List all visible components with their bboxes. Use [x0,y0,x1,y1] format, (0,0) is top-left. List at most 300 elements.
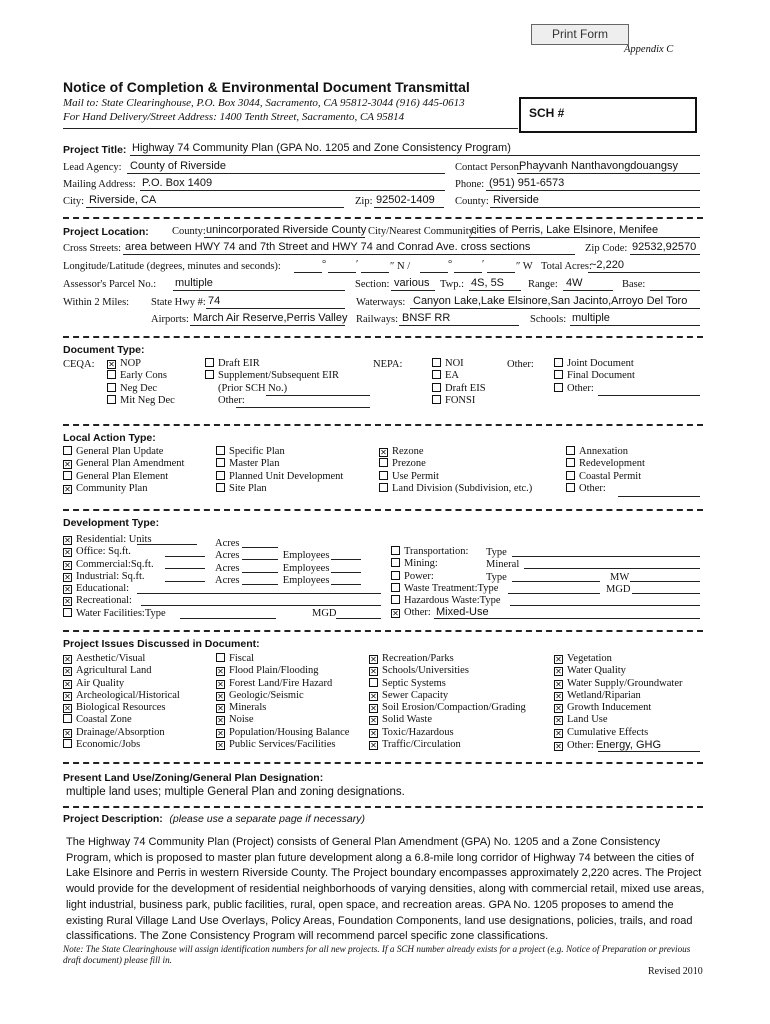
parcel-label: Assessor's Parcel No.: [63,279,157,290]
draft-eis-label: Draft EIS [445,382,486,394]
ceqa-options [107,358,175,407]
flood-plain-flooding-label: Flood Plain/Flooding [229,665,319,677]
range-value[interactable]: 4W [566,277,583,289]
other-checkbox[interactable] [566,483,575,492]
doc-other-underline[interactable] [598,384,700,396]
county-underline [490,196,700,208]
parcel-value[interactable]: multiple [175,277,213,289]
office-sq-ft-checkbox[interactable] [63,548,72,557]
checkbox-row-mit-neg-dec [107,395,175,407]
site-plan-label: Site Plan [229,482,267,494]
prezone-checkbox[interactable] [379,458,388,467]
zip-underline [374,196,444,208]
checkbox-row-sewer-capacity [369,690,526,702]
joint-document-label: Joint Document [567,358,634,369]
lead-agency-label: Lead Agency: [63,162,122,173]
local-other-underline[interactable] [618,485,700,497]
schools-universities-checkbox[interactable] [369,667,378,676]
base-label: Base: [622,279,646,290]
prezone-label: Prezone [392,458,426,470]
residential-units-checkbox[interactable] [63,536,72,545]
checkbox-row-coastal-permit [566,471,645,483]
septic-systems-label: Septic Systems [382,677,446,689]
nearest-community-underline [469,226,700,238]
location-county-label: County: [172,226,206,237]
general-plan-element-label: General Plan Element [76,470,169,482]
section-divider [63,424,703,426]
final-document-checkbox[interactable] [554,370,563,379]
city-underline [86,196,344,208]
section-label: Section: [355,279,390,290]
project-description-text[interactable]: The Highway 74 Community Plan (Project) consists of General Plan Amendment (GPA) No. 1205 and a Zone Consistency Program, which is proposed to master plan future development along a 6.8-mile long corridor of Highway 74 between the cities of Lake Elsinore and Perris in western Riverside County. The Project boundary encompasses approximately 2,220 acres. The Project would provide for the development of residential neighborhoods of varying densities, along with commercial retail, mixed use areas, light industrial, business park, public facilities, rural, open space, and recreation areas. GPA No. 1205 proposes to amend the existing Rural Village Land Use Overlays, Policy Areas, Foundation Components, land use designations, policies, trails, and road classifications. The Zone Consistency Program will recommend parcel specific zone classifications. [66,836,705,943]
checkbox-row-toxic-hazardous [369,727,526,739]
transportation-checkbox[interactable] [391,546,400,555]
checkbox-row-commercial-sq-ft [63,559,166,571]
checkbox-row-mining [391,558,500,570]
master-plan-checkbox[interactable] [216,458,225,467]
contact-value[interactable]: Phayvanh Nanthavongdouangsy [519,160,679,172]
mit-neg-dec-label: Mit Neg Dec [120,394,175,406]
lead-agency-underline [127,162,445,174]
local-action-col2 [216,446,343,495]
other-checkbox[interactable] [391,609,400,618]
checkbox-row-schools-universities [369,665,526,677]
coastal-permit-checkbox[interactable] [566,471,575,480]
checkbox-row-office-sq-ft [63,546,166,558]
print-form-button[interactable]: Print Form [531,24,629,45]
office-acres-field[interactable] [242,548,278,560]
growth-inducement-checkbox[interactable] [554,704,563,713]
geologic-seismic-checkbox[interactable] [216,692,225,701]
project-title-value[interactable]: Highway 74 Community Plan (GPA No. 1205 and Zone Consistency Program) [132,142,511,154]
flood-plain-flooding-checkbox[interactable] [216,667,225,676]
cross-streets-underline [123,243,575,255]
contact-label: Contact Person: [455,162,522,173]
section-value[interactable]: various [394,277,430,289]
checkbox-row-agricultural-land [63,665,180,677]
water-mgd-field[interactable] [336,607,381,619]
ea-checkbox[interactable] [432,370,441,379]
commercial-acres-field[interactable] [242,561,278,573]
noi-checkbox[interactable] [432,358,441,367]
land-use-heading: Present Land Use/Zoning/General Plan Designation: [63,772,324,784]
checkbox-row-land-use [554,714,683,726]
lat-deg-field[interactable] [294,261,322,273]
economic-jobs-checkbox[interactable] [63,739,72,748]
sewer-capacity-checkbox[interactable] [369,692,378,701]
water-quality-checkbox[interactable] [554,667,563,676]
checkbox-row-general-plan-element [63,471,184,483]
water-mgd-label: MGD [312,608,337,619]
draft-eis-checkbox[interactable] [432,383,441,392]
parcel-underline [173,279,345,291]
checkbox-row-land-division-subdivision-etc [379,483,532,495]
solid-waste-checkbox[interactable] [369,716,378,725]
ceqa-other-underline[interactable] [236,396,370,408]
vegetation-checkbox[interactable] [554,655,563,664]
rezone-label: Rezone [392,446,424,457]
forest-land-fire-hazard-checkbox[interactable] [216,680,225,689]
community-plan-label: Community Plan [76,482,148,494]
master-plan-label: Master Plan [229,458,280,470]
header-rule [63,128,518,129]
hand-delivery-line: For Hand Delivery/Street Address: 1400 Tenth Street, Sacramento, CA 95814 [63,111,405,123]
waste-type-field[interactable] [508,582,600,594]
other-checkbox[interactable] [554,383,563,392]
checkbox-row-power [391,571,500,583]
rezone-checkbox[interactable] [379,448,388,457]
other-label: Other: [567,740,594,752]
waterways-underline [410,297,700,309]
within-two-miles-label: Within 2 Miles: [63,297,130,308]
checkbox-row-solid-waste [369,714,526,726]
airports-label: Airports: [151,314,189,325]
other-label: Other: [404,607,431,619]
neg-dec-label: Neg Dec [120,382,158,394]
checkbox-row-specific-plan [216,446,343,458]
local-action-col3 [379,446,532,495]
population-housing-balance-label: Population/Housing Balance [229,726,350,738]
general-plan-update-label: General Plan Update [76,446,164,457]
cross-streets-value[interactable]: area between HWY 74 and 7th Street and HWY 74 and Conrad Ave. cross sections [125,241,531,253]
planned-unit-development-checkbox[interactable] [216,471,225,480]
final-document-label: Final Document [567,370,635,382]
checkbox-row-population-housing-balance [216,727,349,739]
educational-field[interactable] [137,582,381,594]
minerals-checkbox[interactable] [216,704,225,713]
early-cons-checkbox[interactable] [107,370,116,379]
waterways-value[interactable]: Canyon Lake,Lake Elsinore,San Jacinto,Arroyo Del Toro [413,295,688,307]
county-value[interactable]: Riverside [493,194,539,206]
section-divider [63,630,703,632]
checkbox-row-flood-plain-flooding [216,665,349,677]
city-label: City: [63,196,85,207]
schools-underline [570,314,700,326]
checkbox-row-soil-erosion-compaction-grading [369,702,526,714]
description-hint: (please use a separate page if necessary) [169,813,365,825]
drainage-absorption-checkbox[interactable] [63,729,72,738]
airports-value[interactable]: March Air Reserve,Perris Valley [193,312,348,324]
checkbox-row-aesthetic-visual [63,653,180,665]
nearest-community-label: City/Nearest Community: [368,226,477,237]
forest-land-fire-hazard-label: Forest Land/Fire Hazard [229,677,333,689]
other-label: Other: [567,382,594,394]
dev-other-value[interactable]: Mixed-Use [436,606,489,618]
long-deg-field[interactable] [420,261,448,273]
development-acres-col [215,534,361,586]
coastal-zone-checkbox[interactable] [63,714,72,723]
nearest-community-value[interactable]: cities of Perris, Lake Elsinore, Menifee [471,224,659,236]
commercial-sq-ft-label: Commercial:Sq.ft. [76,558,154,570]
schools-value[interactable]: multiple [572,312,610,324]
waste-mgd-field[interactable] [632,582,700,594]
economic-jobs-label: Economic/Jobs [76,739,141,751]
mailing-value[interactable]: P.O. Box 1409 [142,177,213,189]
twp-value[interactable]: 4S, 5S [471,277,505,289]
general-plan-update-checkbox[interactable] [63,446,72,455]
toxic-hazardous-label: Toxic/Hazardous [382,726,454,738]
prior-sch-no-label: (Prior SCH No.) [218,382,288,394]
checkbox-row-general-plan-update [63,446,184,458]
cumulative-effects-checkbox[interactable] [554,729,563,738]
commercial-employees-label: Employees [282,562,330,574]
doc-other-label: Other: [507,359,534,370]
hazardous-waste-type-checkbox[interactable] [391,595,400,604]
noise-label: Noise [229,714,254,726]
water-quality-label: Water Quality [567,665,626,677]
checkbox-row-archeological-historical [63,690,180,702]
lead-agency-value[interactable]: County of Riverside [130,160,226,172]
land-use-label: Land Use [567,714,608,726]
use-permit-checkbox[interactable] [379,471,388,480]
checkbox-row-final-document [554,370,635,382]
issues-col3 [369,653,526,751]
base-underline[interactable] [650,279,700,291]
checkbox-row-geologic-seismic [216,690,349,702]
schools-label: Schools: [530,314,567,325]
twp-underline [469,279,521,291]
zip-code-underline [630,243,700,255]
air-quality-label: Air Quality [76,677,125,689]
air-quality-checkbox[interactable] [63,680,72,689]
noise-checkbox[interactable] [216,716,225,725]
industrial-acres-label: Acres [215,574,240,586]
local-action-heading: Local Action Type: [63,432,156,444]
archeological-historical-checkbox[interactable] [63,692,72,701]
office-employees-field[interactable] [331,548,361,560]
checkbox-row-use-permit [379,471,532,483]
mit-neg-dec-checkbox[interactable] [107,395,116,404]
wetland-riparian-checkbox[interactable] [554,692,563,701]
water-supply-groundwater-checkbox[interactable] [554,680,563,689]
other-label: Other: [218,394,245,406]
checkbox-row-waste-treatment-type [391,583,500,595]
sch-number-box[interactable] [519,97,697,133]
phone-underline [486,179,700,191]
biological-resources-label: Biological Resources [76,702,166,714]
city-value[interactable]: Riverside, CA [89,194,157,206]
checkbox-row-vegetation [554,653,683,665]
recreational-checkbox[interactable] [63,597,72,606]
commercial-sqft-field[interactable] [165,557,205,569]
office-sqft-field[interactable] [165,545,205,557]
mailing-underline [140,179,445,191]
sch-label: SCH # [529,106,565,120]
other-value[interactable]: Energy, GHG [595,739,662,752]
lat-min-field[interactable] [328,259,359,273]
transportation-type-field[interactable] [512,545,700,557]
industrial-employees-label: Employees [282,574,330,586]
industrial-sqft-field[interactable] [165,570,205,582]
water-facilities-type-label: Water Facilities:Type [76,607,166,619]
location-county-value[interactable]: unincorporated Riverside County [206,224,367,236]
checkbox-row-supplement-subsequent-eir [205,370,339,382]
other-checkbox[interactable] [554,742,563,751]
development-type-heading: Development Type: [63,517,160,529]
solid-waste-label: Solid Waste [382,714,433,726]
drainage-absorption-label: Drainage/Absorption [76,726,165,738]
checkbox-row-general-plan-amendment [63,458,184,470]
land-use-value[interactable]: multiple land uses; multiple General Plan and zoning designations. [66,786,405,798]
power-label: Power: [404,570,434,582]
general-plan-amendment-label: General Plan Amendment [76,458,185,470]
nepa-options [432,358,486,407]
septic-systems-checkbox[interactable] [369,678,378,687]
checkbox-row-draft-eis [432,383,486,395]
mining-label: Mining: [404,558,438,570]
nop-label: NOP [120,358,142,369]
checkbox-row-redevelopment [566,458,645,470]
mail-to-line: Mail to: State Clearinghouse, P.O. Box 3044, Sacramento, CA 95812-3044 (916) 445-0613 [63,97,465,109]
zip-code-value[interactable]: 92532,92570 [632,241,697,253]
state-hwy-value[interactable]: 74 [208,295,221,307]
checkbox-row-fiscal [216,653,349,665]
nepa-label: NEPA: [373,359,403,370]
zip-value[interactable]: 92502-1409 [376,194,435,206]
soil-erosion-compaction-grading-checkbox[interactable] [369,704,378,713]
community-plan-checkbox[interactable] [63,485,72,494]
project-title-underline [130,144,700,156]
supplement-subsequent-eir-checkbox[interactable] [205,370,214,379]
lat-sec-field[interactable] [361,261,389,273]
project-title-label: Project Title: [63,144,127,156]
supplement-subsequent-eir-label: Supplement/Subsequent EIR [218,370,340,382]
industrial-sq-ft-checkbox[interactable] [63,573,72,582]
agricultural-land-checkbox[interactable] [63,667,72,676]
annexation-checkbox[interactable] [566,446,575,455]
power-checkbox[interactable] [391,571,400,580]
industrial-sq-ft-label: Industrial: Sq.ft. [76,570,145,582]
redevelopment-checkbox[interactable] [566,458,575,467]
twp-label: Twp.: [440,279,465,290]
checkbox-row-ea [432,370,486,382]
project-issues-heading: Project Issues Discussed in Document: [63,638,260,650]
latlong-label: Longitude/Latitude (degrees, minutes and seconds): [63,261,281,272]
general-plan-amendment-checkbox[interactable] [63,460,72,469]
land-division-subdivision-etc-label: Land Division (Subdivision, etc.) [392,482,533,494]
general-plan-element-checkbox[interactable] [63,471,72,480]
power-type-field[interactable] [512,570,600,582]
checkbox-row-nop [107,358,175,370]
cumulative-effects-label: Cumulative Effects [567,726,649,738]
biological-resources-checkbox[interactable] [63,704,72,713]
section-divider [63,336,703,338]
checkbox-row-draft-eir [205,358,339,370]
commercial-employees-field[interactable] [331,561,361,573]
prior-sch-underline[interactable] [266,384,370,396]
waste-mgd-label: MGD [606,584,631,595]
checkbox-row-noi [432,358,486,370]
checkbox-row-master-plan [216,458,343,470]
checkbox-row-community-plan [63,483,184,495]
land-division-subdivision-etc-checkbox[interactable] [379,483,388,492]
sewer-capacity-label: Sewer Capacity [382,689,449,701]
checkbox-row-noise [216,714,349,726]
joint-document-checkbox[interactable] [554,358,563,367]
long-deg-mark: ° [448,259,453,270]
railways-value[interactable]: BNSF RR [402,312,451,324]
public-services-facilities-checkbox[interactable] [216,741,225,750]
water-facilities-type-field[interactable] [180,607,276,619]
specific-plan-label: Specific Plan [229,446,285,457]
neg-dec-checkbox[interactable] [107,383,116,392]
power-mw-field[interactable] [630,570,700,582]
traffic-circulation-label: Traffic/Circulation [382,739,461,751]
checkbox-row-planned-unit-development [216,471,343,483]
coastal-zone-label: Coastal Zone [76,714,132,726]
checkbox-row-wetland-riparian [554,690,683,702]
mining-checkbox[interactable] [391,558,400,567]
fonsi-label: FONSI [445,394,476,406]
site-plan-checkbox[interactable] [216,483,225,492]
land-use-checkbox[interactable] [554,716,563,725]
fonsi-checkbox[interactable] [432,395,441,404]
railways-label: Railways: [356,314,398,325]
fiscal-checkbox[interactable] [216,653,225,662]
state-hwy-underline [206,297,345,309]
growth-inducement-label: Growth Inducement [567,702,652,714]
checkbox-row-transportation [391,546,500,558]
traffic-circulation-checkbox[interactable] [369,741,378,750]
vegetation-label: Vegetation [567,653,612,664]
county-label: County: [455,196,489,207]
geologic-seismic-label: Geologic/Seismic [229,689,304,701]
recreation-parks-checkbox[interactable] [369,655,378,664]
appendix-label: Appendix C [624,44,674,55]
office-acres-label: Acres [215,550,240,562]
lat-n-mark: ″ N / [390,261,411,272]
office-employees-label: Employees [282,550,330,562]
aesthetic-visual-label: Aesthetic/Visual [76,653,146,664]
ceqa-label: CEQA: [63,359,95,370]
draft-eir-checkbox[interactable] [205,358,214,367]
water-facilities-type-checkbox[interactable] [63,608,72,617]
residential-units-label: Residential: Units [76,534,152,545]
planned-unit-development-label: Planned Unit Development [229,470,344,482]
population-housing-balance-checkbox[interactable] [216,729,225,738]
checkbox-row-recreation-parks [369,653,526,665]
checkbox-row-biological-resources [63,702,180,714]
checkbox-row-joint-document [554,358,635,370]
total-acres-value[interactable]: ~2,220 [590,259,624,271]
residential-units-field[interactable] [137,533,197,545]
transportation-label: Transportation: [404,546,469,557]
hazardous-type-field[interactable] [510,594,700,606]
lat-deg-mark: ° [322,259,327,270]
long-sec-field[interactable] [487,261,515,273]
transportation-type-label: Type [486,547,507,558]
document-type-heading: Document Type: [63,344,145,356]
toxic-hazardous-checkbox[interactable] [369,729,378,738]
specific-plan-checkbox[interactable] [216,446,225,455]
waste-treatment-type-checkbox[interactable] [391,583,400,592]
aesthetic-visual-checkbox[interactable] [63,655,72,664]
recreational-field[interactable] [141,594,381,606]
checkbox-row-drainage-absorption [63,727,180,739]
nop-checkbox[interactable] [107,360,116,369]
long-min-field[interactable] [454,259,485,273]
waterways-label: Waterways: [356,297,406,308]
mining-mineral-field[interactable] [524,557,700,569]
agricultural-land-label: Agricultural Land [76,665,152,677]
annexation-label: Annexation [579,446,628,457]
lat-min-mark: ′ [356,259,359,270]
phone-value[interactable]: (951) 951-6573 [489,177,565,189]
residential-acres-field[interactable] [242,536,278,548]
educational-checkbox[interactable] [63,585,72,594]
range-underline [563,279,613,291]
commercial-sq-ft-checkbox[interactable] [63,561,72,570]
